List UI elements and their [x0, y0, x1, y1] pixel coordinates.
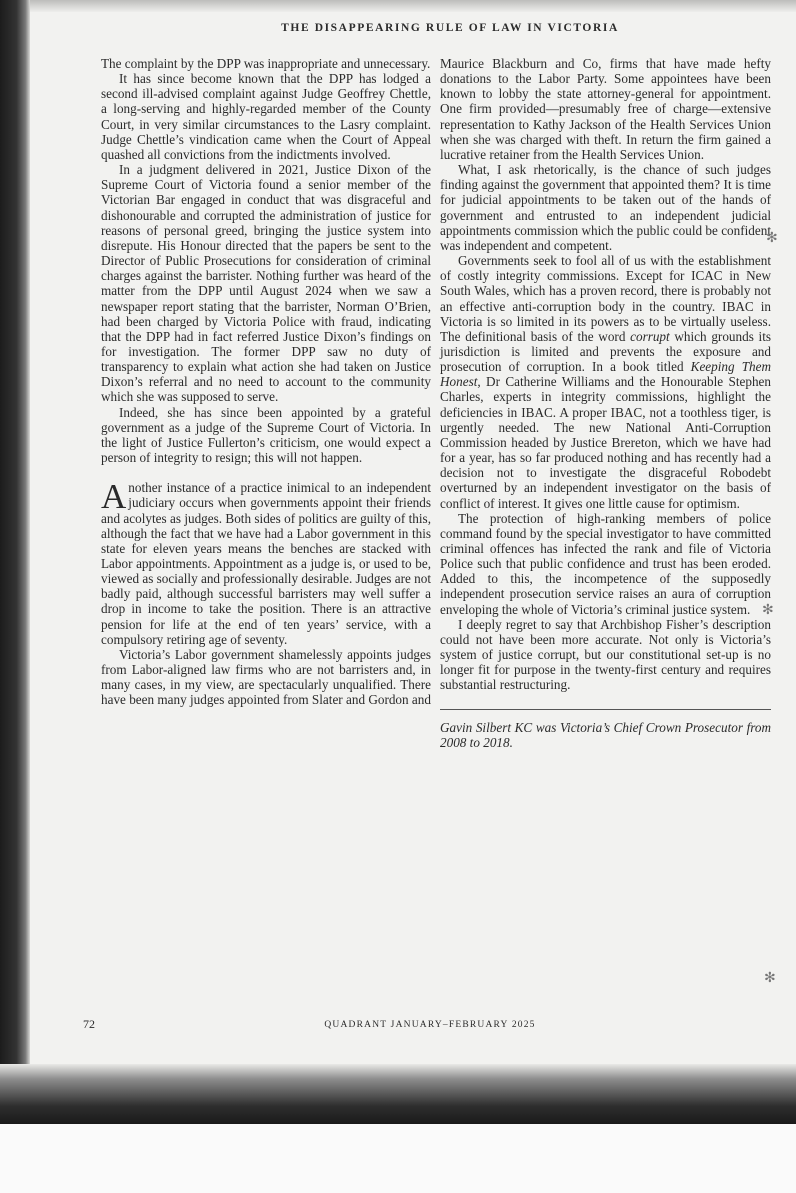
scan-speck: ✻: [762, 603, 774, 618]
author-byline: Gavin Silbert KC was Victoria’s Chief Crown Prosecutor from 2008 to 2018.: [440, 709, 771, 750]
emphasis: corrupt: [630, 328, 670, 344]
drop-cap: A: [101, 477, 127, 517]
paragraph-text: which grounds its jurisdiction is limited and prevents the exposure and prosecution of corruption. In a book titled: [440, 328, 771, 375]
paragraph: In a judgment delivered in 2021, Justice Dixon of the Supreme Court of Victoria found a senior member of the Victorian Bar engaged in conduct that was disgraceful and dishonourable and corrupted the administration of justice for reasons of personal greed, bringing the justice system into disrepute. His Honour directed that the papers be sent to the Director of Public Prosecutions for consideration of criminal charges against the barrister. Nothing further was heard of the matter from the DPP until August 2024 when we saw a newspaper report stating that the barrister, Norman O’Brien, had been charged by Victoria Police with fraud, indicating that the DPP had in fact referred Justice Dixon’s findings on for investigation. The former DPP saw no duty of transparency to explain what action she had taken on Justice Dixon’s referral and no need to account to the community which she was supposed to serve.: [101, 162, 431, 405]
scan-speck: ✻: [766, 231, 778, 246]
page-number: 72: [83, 1017, 95, 1031]
paragraph: I deeply regret to say that Archbishop Fisher’s description could not have been more accurate. Not only is Victoria’s system of justice corrupt, but our constitutional set-up is no longer fit for purpose in the twenty-first century and requires substantial restructuring.: [440, 616, 771, 693]
scan-top-edge: [0, 0, 796, 12]
scan-speck: ✻: [764, 971, 776, 986]
paragraph-dropcap: [101, 477, 431, 647]
scan-bottom-shadow: [0, 1064, 796, 1124]
paragraph-text: Governments seek to fool all of us with the establishment of costly integrity commissions. Except for ICAC in New South Wales, which has a proven record, there is probably not an effective anti-corruption body in the country. IBAC in Victoria is so limited in its powers as to be virtually useless. The definitional basis of the word: [440, 253, 771, 344]
left-column: [101, 56, 431, 708]
paragraph: It has since become known that the DPP has lodged a second ill-advised complaint against Judge Geoffrey Chettle, a long-serving and highly-regarded member of the County Court, in very similar circumstances to the Lasry complaint. Judge Chettle’s vindication came when the Court of Appeal quashed all convictions from the indictments involved.: [101, 71, 431, 162]
paragraph: Victoria’s Labor government shamelessly appoints judges from Labor-aligned law firms who are not barristers and, in many cases, in my view, are spectacularly unqualified. There have been many judges appointed from Slater and Gordon and: [101, 646, 431, 708]
scan-binding-shadow: [0, 0, 30, 1075]
paragraph: The protection of high-ranking members of police command found by the special investigator to have committed criminal offences has infected the rank and file of Victoria Police such that public confidence and trust has been eroded. Added to this, the incompetence of the supposedly independent prosecution service raises an aura of corruption enveloping the whole of Victoria’s criminal justice system.: [440, 510, 771, 617]
paragraph: What, I ask rhetorically, is the chance of such judges finding against the government that appointed them? It is time for judicial appointments to be taken out of the hands of government and entrusted to an independent judicial appointments commission which the public could be confident was independent and competent.: [440, 162, 771, 253]
paragraph: The complaint by the DPP was inappropriate and unnecessary.: [101, 56, 431, 71]
magazine-footer: QUADRANT JANUARY–FEBRUARY 2025: [324, 1020, 536, 1030]
magazine-page: [30, 12, 796, 1064]
paragraph: [440, 253, 771, 511]
book-title: Keeping Them Honest: [440, 359, 771, 390]
paragraph: Maurice Blackburn and Co, firms that have made hefty donations to the Labor Party. Some appointees have been known to lobby the state attorney-general for appointment. One firm provided—presumably free of charge—extensive representation to Kathy Jackson of the Health Services Union when she was charged with theft. In return the firm gained a lucrative retainer from the Health Services Union.: [440, 56, 771, 162]
paragraph-text: , Dr Catherine Williams and the Honourable Stephen Charles, experts in integrity commissions, highlight the deficiencies in IBAC. A proper IBAC, not a toothless tiger, is urgently needed. The new National Anti-Corruption Commission headed by Justice Brereton, which we have had for a year, has so far produced nothing and has recently had a decision not to investigate the disgraceful Robodebt overturned by an independent investigator on the basis of conflict of interest. It gives one little cause for optimism.: [440, 374, 771, 511]
right-column: [440, 56, 771, 750]
paragraph: Indeed, she has since been appointed by a grateful government as a judge of the Supreme Court of Victoria. In the light of Justice Fullerton’s criticism, one would expect a person of integrity to resign; this will not happen.: [101, 404, 431, 466]
background-below-scan: [0, 1124, 796, 1193]
running-head: THE DISAPPEARING RULE OF LAW IN VICTORIA: [281, 22, 619, 34]
paragraph-text: nother instance of a practice inimical to an independent judiciary occurs when governments appoint their friends and acolytes as judges. Both sides of politics are guilty of this, although the fact that we have had a Labor government in this state for eleven years means the benches are stacked with Labor appointments. Appointment as a judge is, or used to be, viewed as socially and professionally desirable. Judges are not badly paid, although successful barristers may well suffer a drop in income to take the position. There is an attractive pension for life at the end of ten years’ service, with a compulsory retiring age of seventy.: [101, 480, 431, 647]
